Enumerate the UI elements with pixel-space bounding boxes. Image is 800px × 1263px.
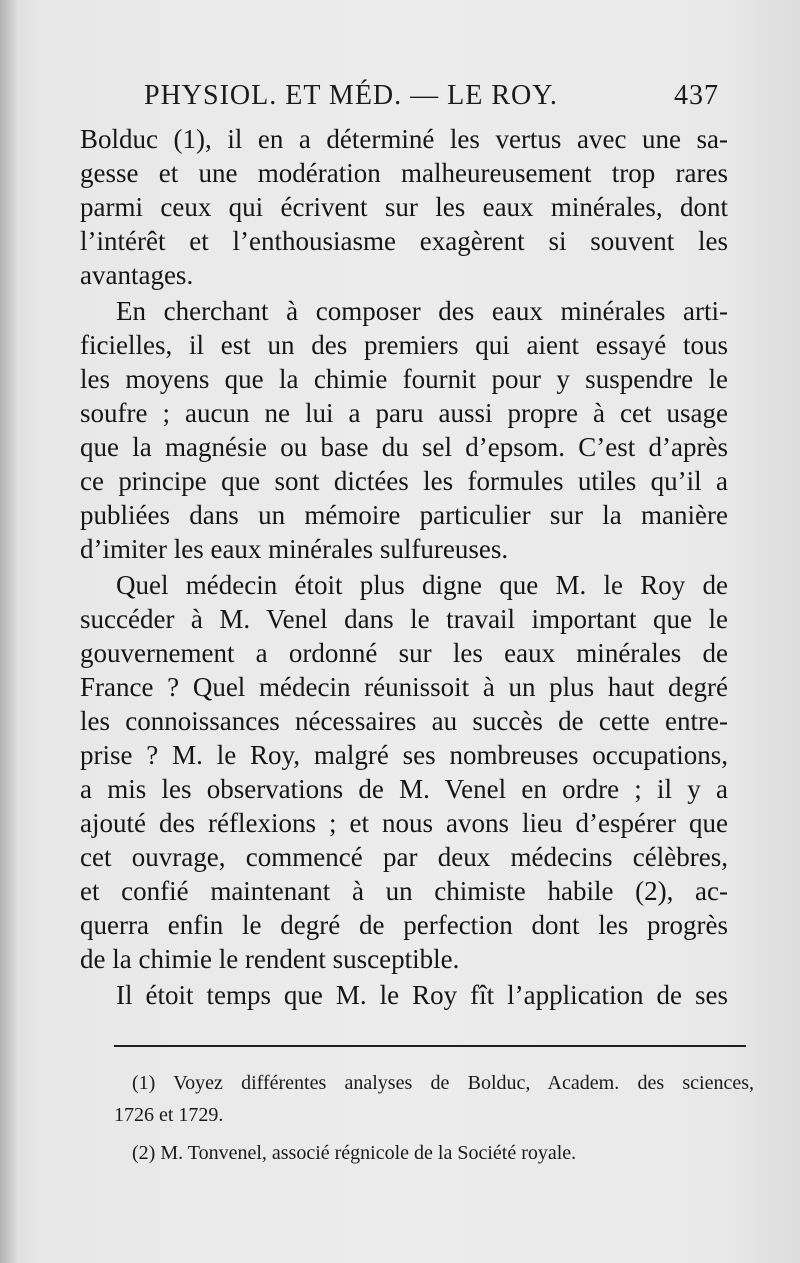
text-line: querra enfin le degré de perfection dont les progrès	[80, 910, 728, 940]
page-number: 437	[674, 80, 719, 111]
text-line: succéder à M. Venel dans le travail important que le	[80, 604, 728, 634]
text-line: de la chimie le rendent susceptible.	[80, 944, 460, 974]
footnote-rule	[114, 1045, 746, 1047]
text-line: Il étoit temps que M. le Roy fît l’application de ses	[116, 980, 728, 1010]
running-head	[144, 80, 719, 128]
footnote-2: (2) M. Tonvenel, associé régnicole de la Société royale.	[132, 1142, 577, 1164]
text-line: En cherchant à composer des eaux minérales arti-	[116, 296, 728, 326]
text-line: Bolduc (1), il en a déterminé les vertus avec une sa-	[80, 124, 728, 154]
text-line: publiées dans un mémoire particulier sur la manière	[80, 500, 728, 530]
text-line: que la magnésie ou base du sel d’epsom. C’est d’après	[80, 432, 728, 462]
text-line: l’intérêt et l’enthousiasme exagèrent si souvent les	[80, 226, 728, 256]
footnote-1-line-1: (1) Voyez différentes analyses de Bolduc, Academ. des sciences,	[132, 1072, 754, 1094]
text-line: France ? Quel médecin réunissoit à un plus haut degré	[80, 672, 728, 702]
text-line: a mis les observations de M. Venel en ordre ; il y a	[80, 774, 728, 804]
text-line: les moyens que la chimie fournit pour y suspendre le	[80, 364, 728, 394]
running-title: PHYSIOL. ET MÉD. — LE ROY.	[144, 80, 558, 111]
text-line: les connoissances nécessaires au succès de cette entre-	[80, 706, 728, 736]
text-line: et confié maintenant à un chimiste habile (2), ac-	[80, 876, 728, 906]
body-text	[80, 122, 728, 1012]
text-line: ficielles, il est un des premiers qui aient essayé tous	[80, 330, 728, 360]
footnotes	[114, 1067, 754, 1169]
text-line: ajouté des réflexions ; et nous avons lieu d’espérer que	[80, 808, 728, 838]
text-line: gouvernement a ordonné sur les eaux minérales de	[80, 638, 728, 668]
text-line: prise ? M. le Roy, malgré ses nombreuses occupations,	[80, 740, 728, 770]
text-line: d’imiter les eaux minérales sulfureuses.	[80, 534, 509, 564]
text-line: ce principe que sont dictées les formules utiles qu’il a	[80, 466, 728, 496]
footnote-1-line-2: 1726 et 1729.	[114, 1104, 224, 1126]
text-line: gesse et une modération malheureusement trop rares	[80, 158, 728, 188]
text-line: Quel médecin étoit plus digne que M. le Roy de	[116, 570, 728, 600]
text-line: parmi ceux qui écrivent sur les eaux minérales, dont	[80, 192, 728, 222]
text-line: soufre ; aucun ne lui a paru aussi propre à cet usage	[80, 398, 728, 428]
text-line: avantages.	[80, 260, 194, 290]
text-line: cet ouvrage, commencé par deux médecins célèbres,	[80, 842, 728, 872]
